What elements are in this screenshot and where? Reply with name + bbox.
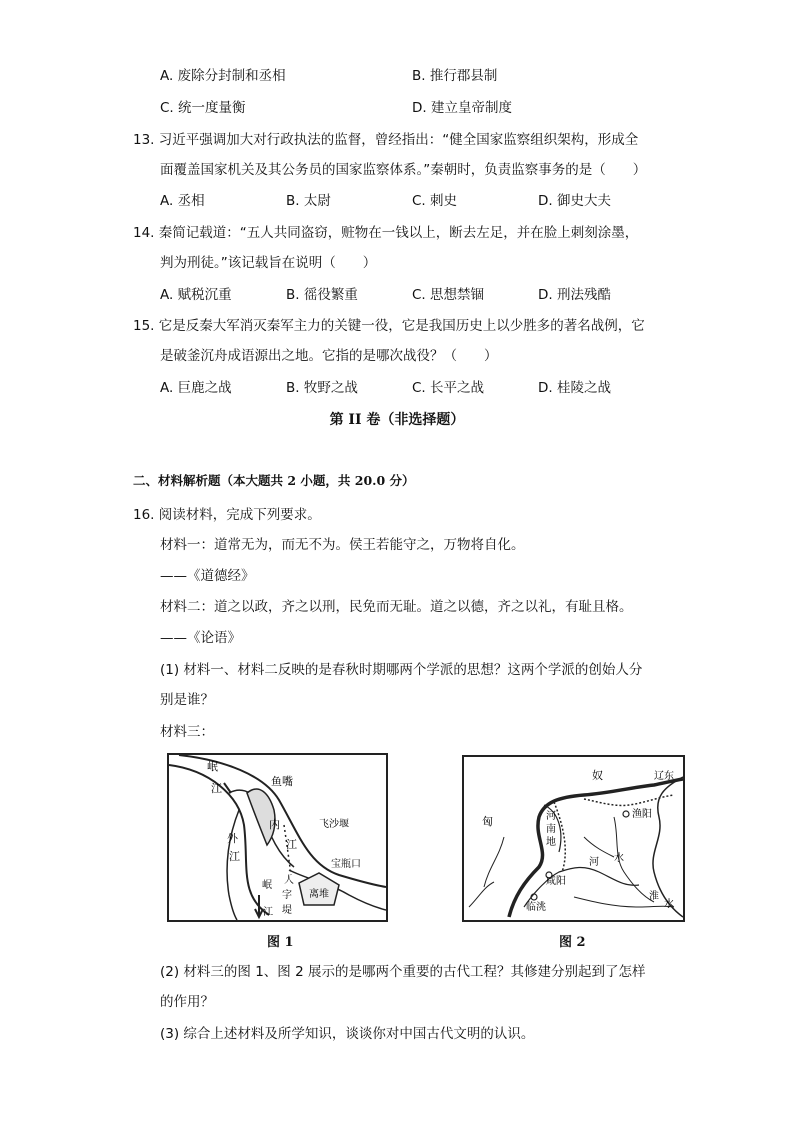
fig1-label-nei: 内 — [269, 818, 280, 831]
q14-option-b: B. 徭役繁重 — [286, 287, 358, 303]
fig1-label-ren3: 堤 — [282, 905, 292, 916]
fig2-label-huai: 淮 — [649, 891, 659, 902]
fig1-label-lidui: 离堆 — [309, 889, 329, 900]
q16-subquestion-1-line1: (1) 材料一、材料二反映的是春秋时期哪两个学派的思想？这两个学派的创始人分 — [160, 662, 643, 678]
q16-subquestion-2-line1: (2) 材料三的图 1、图 2 展示的是哪两个重要的古代工程？其修建分别起到了怎样 — [160, 964, 646, 980]
q16-subquestion-2-line2: 的作用？ — [160, 994, 214, 1010]
fig2-label-yuyang: 渔阳 — [632, 809, 652, 820]
figure-2-caption: 图 2 — [559, 935, 586, 950]
q12-option-a: A. 废除分封制和丞相 — [160, 68, 286, 84]
fig2-label-xianyang: 咸阳 — [546, 876, 566, 887]
fig1-label-jiang-nei: 江 — [286, 838, 297, 851]
fig1-label-ren2: 字 — [282, 890, 292, 901]
q13-option-b: B. 太尉 — [286, 193, 331, 209]
q15-option-c: C. 长平之战 — [412, 380, 485, 396]
q16-material-2: 材料二：道之以政，齐之以刑，民免而无耻。道之以德，齐之以礼，有耻且格。 — [160, 599, 633, 615]
q12-option-b: B. 推行郡县制 — [412, 68, 498, 84]
q15-option-b: B. 牧野之战 — [286, 380, 358, 396]
figure-1-map-drawing — [169, 755, 386, 920]
fig2-label-lintao: 临洮 — [526, 902, 546, 913]
fig2-label-henan2: 南 — [546, 824, 556, 835]
q16-material-3-label: 材料三： — [160, 724, 214, 740]
q15-text-line1: 15. 它是反秦大军消灭秦军主力的关键一役，它是我国历史上以少胜多的著名战例，它 — [133, 318, 645, 334]
q16-subquestion-3: (3) 综合上述材料及所学知识，谈谈你对中国古代文明的认识。 — [160, 1026, 535, 1042]
q15-option-a: A. 巨鹿之战 — [160, 380, 232, 396]
fig1-label-min2: 江 — [211, 782, 222, 795]
fig1-label-yuzui: 鱼嘴 — [271, 775, 293, 788]
fig2-label-xiong: 匈 — [482, 815, 493, 828]
q14-option-a: A. 赋税沉重 — [160, 287, 232, 303]
q15-text-line2: 是破釜沉舟成语源出之地。它指的是哪次战役？（ ） — [160, 348, 498, 364]
q14-text-line2: 判为刑徒。”该记载旨在说明（ ） — [160, 255, 377, 271]
fig1-label-wai: 外 — [227, 832, 238, 845]
fig2-label-nu: 奴 — [592, 769, 603, 782]
fig2-label-liaodong: 辽东 — [654, 771, 674, 782]
fig1-label-ren1: 人 — [284, 875, 294, 886]
q13-option-c: C. 刺史 — [412, 193, 458, 209]
q15-option-d: D. 桂陵之战 — [538, 380, 611, 396]
fig2-label-henan3: 地 — [546, 837, 556, 848]
q12-option-c: C. 统一度量衡 — [160, 100, 246, 116]
q13-option-a: A. 丞相 — [160, 193, 205, 209]
q14-option-c: C. 思想禁锢 — [412, 287, 485, 303]
fig1-label-feishayan: 飞沙堰 — [319, 819, 349, 830]
figure-2-map-drawing — [464, 757, 683, 920]
q13-text-line1: 13. 习近平强调加大对行政执法的监督，曾经指出：“健全国家监察组织架构，形成全 — [133, 132, 639, 148]
fig1-label-min-bottom: 岷 — [262, 880, 272, 891]
q14-text-line1: 14. 秦简记载道：“五人共同盗窃，赃物在一钱以上，断去左足，并在脸上刺刻涂墨， — [133, 225, 639, 241]
part-header: 二、材料解析题（本大题共 2 小题，共 20.0 分） — [133, 473, 415, 488]
fig2-label-shui2: 水 — [664, 899, 674, 910]
q13-option-d: D. 御史大夫 — [538, 193, 611, 209]
figure-1-dujiangyan-map — [167, 753, 388, 922]
q16-material-1-source: ——《道德经》 — [160, 568, 255, 584]
q16-intro: 16. 阅读材料，完成下列要求。 — [133, 507, 321, 523]
figure-2-great-wall-map — [462, 755, 685, 922]
section-title: 第 II 卷（非选择题） — [329, 412, 465, 428]
fig1-label-min1: 岷 — [207, 760, 218, 773]
figure-1-caption: 图 1 — [267, 935, 294, 950]
q13-text-line2: 面覆盖国家机关及其公务员的国家监察体系。”秦朝时，负责监察事务的是（ ） — [160, 162, 647, 178]
q16-material-1: 材料一：道常无为，而无不为。侯王若能守之，万物将自化。 — [160, 537, 525, 553]
fig1-label-jiang-bottom: 江 — [263, 907, 273, 918]
fig2-label-he: 河 — [589, 857, 599, 868]
q12-option-d: D. 建立皇帝制度 — [412, 100, 512, 116]
fig2-label-henan1: 河 — [546, 811, 556, 822]
q16-subquestion-1-line2: 别是谁？ — [160, 692, 214, 708]
fig2-label-shui: 水 — [614, 853, 624, 864]
fig1-label-baopingkou: 宝瓶口 — [331, 859, 361, 870]
q16-material-2-source: ——《论语》 — [160, 630, 241, 646]
q14-option-d: D. 刑法残酷 — [538, 287, 611, 303]
fig1-label-jiang-wai: 江 — [229, 850, 240, 863]
